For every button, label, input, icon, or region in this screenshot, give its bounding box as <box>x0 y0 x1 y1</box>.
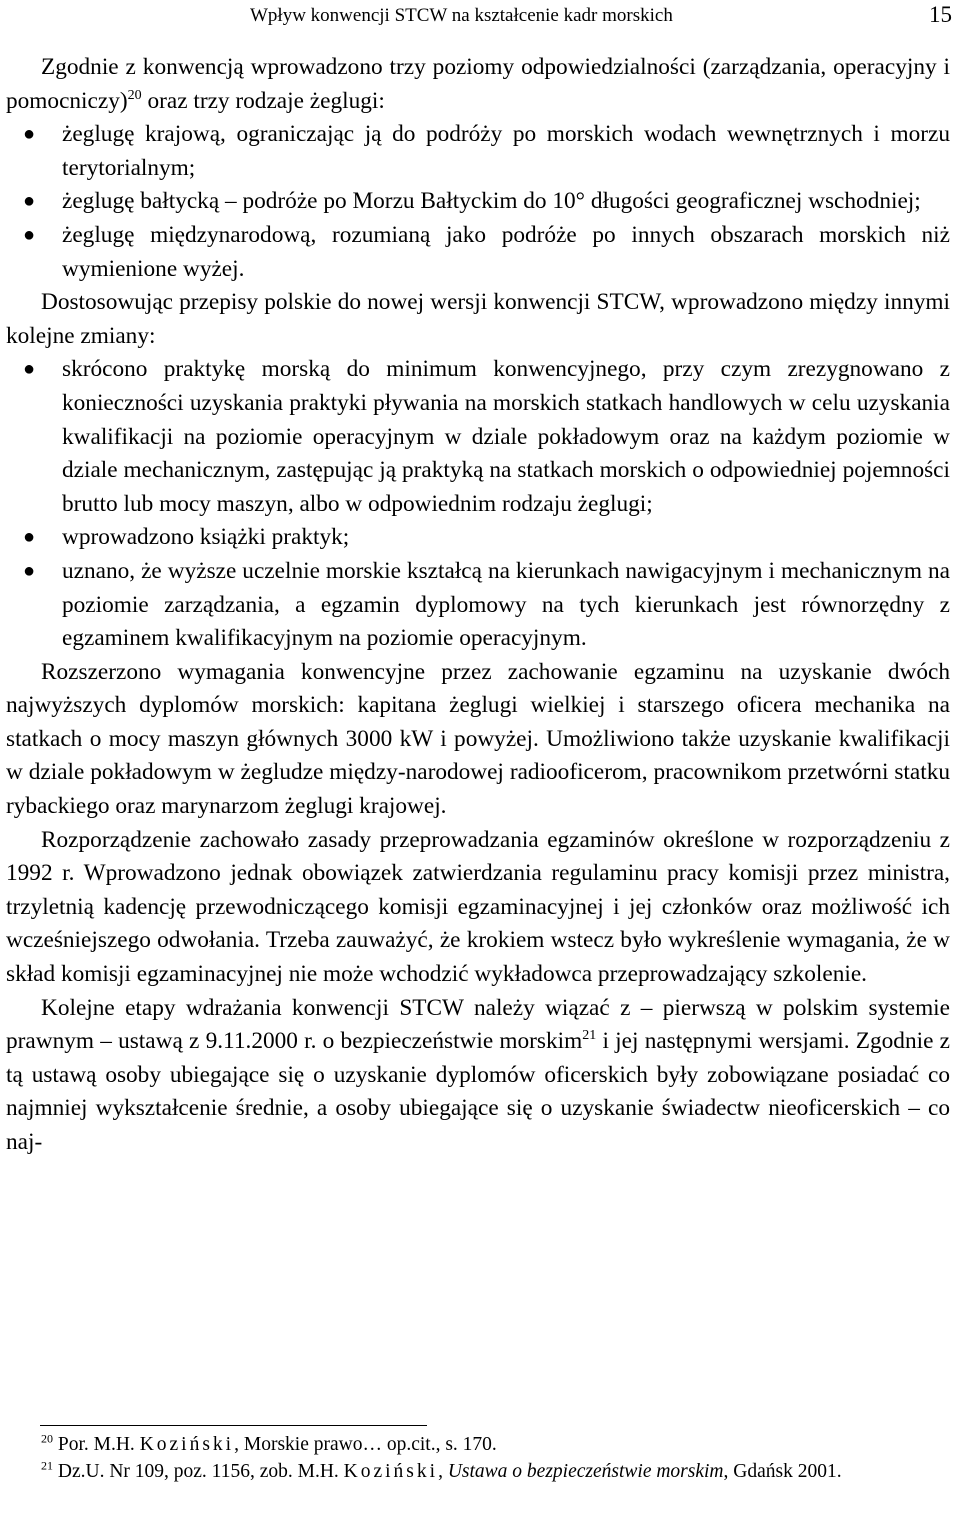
bullet-icon: ● <box>23 223 36 246</box>
page-number: 15 <box>929 2 952 27</box>
paragraph-3: Rozszerzono wymagania konwencyjne przez zachowanie egzaminu na uzyskanie dwóch najwyższych dyplomów morskich: kapitana żeglugi wielkiej i starszego oficera mechanika na statkach o mocy maszyn głównych 3000 kW i powyżej. Umożliwiono także uzyskanie kwalifikacji w dziale pokładowym w żegludze między-narodowej radiooficerom, pracownikom przetwórni statku rybackiego oraz marynarzom żeglugi krajowej. <box>6 658 950 820</box>
paragraph-5 <box>6 992 950 1160</box>
footnote-author: Koziński <box>139 1434 235 1455</box>
list-item <box>6 118 950 185</box>
changes-list <box>6 353 950 655</box>
paragraph-intro <box>6 51 950 118</box>
paragraph-2: Dostosowując przepisy polskie do nowej wersji konwencji STCW, wprowadzono między innymi kolejne zmiany: <box>6 289 950 349</box>
bullet-icon: ● <box>23 358 36 381</box>
footnotes <box>6 1431 950 1485</box>
footnote-divider <box>40 1425 427 1426</box>
list-item-text: skrócono praktykę morską do minimum konwencyjnego, przy czym zrezygnowano z konieczności uzyskania praktyki pływania na morskich statkach handlowych w celu uzyskania kwalifikacji na poziomie operacyjnym w dziale pokładowym oraz na każdym poziomie w dziale mechanicznym, zastępując ją praktyką na statkach morskich o odpowiedniej pojemności brutto lub mocy maszyn, albo w odpowiednim rodzaju żeglugi; <box>62 356 950 517</box>
bullet-icon: ● <box>23 526 36 549</box>
footnote-ref-20[interactable]: 20 <box>127 87 142 103</box>
list-item-text: uznano, że wyższe uczelnie morskie kształcą na kierunkach nawigacyjnym i mechanicznym na poziomie zarządzania, a egzamin dyplomowy na tych kierunkach jest równorzędny z egzaminem kwalifikacyjnym na poziomie operacyjnym. <box>62 557 950 652</box>
list-item-text: żeglugę międzynarodową, rozumianą jako podróże po innych obszarach morskich niż wymienione wyżej. <box>62 221 950 282</box>
page-header <box>0 0 960 40</box>
paragraph-text: i jej następnymi wersjami. Zgodnie z tą ustawą osoby ubiegające się o uzyskanie dyplomów oficerskich były zobowiązane posiadać co najmniej wykształcenie średnie, a osoby ubiegające się o uzyskanie świadectw nieoficerskich – co naj- <box>6 1028 950 1155</box>
footnote-text: , Morskie prawo… op.cit., s. 170. <box>234 1434 497 1455</box>
bullet-icon: ● <box>23 123 36 146</box>
footnote-ref-21[interactable]: 21 <box>582 1028 597 1044</box>
footnote-author: Koziński <box>343 1461 439 1482</box>
running-title: Wpływ konwencji STCW na kształcenie kadr morskich <box>250 5 673 26</box>
list-item <box>6 555 950 656</box>
list-item-text: wprowadzono książki praktyk; <box>62 524 350 551</box>
footnote-20 <box>6 1431 950 1458</box>
list-item <box>6 521 950 555</box>
list-item <box>6 219 950 286</box>
list-item-text: żeglugę krajową, ograniczając ją do podróży po morskich wodach wewnętrznych i morzu terytorialnym; <box>62 121 950 181</box>
paragraph-text: Kolejne etapy wdrażania konwencji STCW należy wiązać z – pierwszą w polskim systemie prawnym – ustawą z 9.11.2000 r. o bezpieczeństwie morskim <box>6 994 950 1055</box>
shipping-types-list <box>6 118 950 286</box>
footnote-text: , Gdańsk 2001. <box>723 1461 842 1482</box>
footnote-text: Dz.U. Nr 109, poz. 1156, zob. M.H. <box>57 1461 344 1482</box>
body-text <box>6 51 950 1160</box>
paragraph-text: oraz trzy rodzaje żeglugi: <box>141 87 385 114</box>
paragraph-text: Zgodnie z konwencją wprowadzono trzy poziomy odpowiedzialności (zarządzania, operacyjny i pomocniczy) <box>6 54 950 114</box>
list-item <box>6 353 950 521</box>
footnote-number: 21 <box>41 1458 53 1473</box>
footnote-21 <box>6 1458 950 1485</box>
footnote-number: 20 <box>41 1431 53 1446</box>
paragraph-4: Rozporządzenie zachowało zasady przeprowadzania egzaminów określone w rozporządzeniu z 1992 r. Wprowadzono jednak obowiązek zatwierdzania regulaminu pracy komisji przez ministra, trzyletnią kadencję przewodniczącego komisji egzaminacyjnej i jej członków oraz możliwość ich wcześniejszego odwołania. Trzeba zauważyć, że krokiem wstecz było wykreślenie wymagania, że w skład komisji egzaminacyjnej nie może wchodzić wykładowca przeprowadzający szkolenie. <box>6 826 950 988</box>
footnote-text: , <box>438 1461 448 1482</box>
bullet-icon: ● <box>23 559 36 582</box>
footnote-work-title: Ustawa o bezpieczeństwie morskim <box>447 1461 724 1482</box>
list-item <box>6 185 950 219</box>
footnote-text: Por. M.H. <box>57 1434 140 1455</box>
list-item-text: żeglugę bałtycką – podróże po Morzu Bałtyckim do 10° długości geograficznej wschodniej; <box>62 188 921 215</box>
bullet-icon: ● <box>23 190 36 213</box>
